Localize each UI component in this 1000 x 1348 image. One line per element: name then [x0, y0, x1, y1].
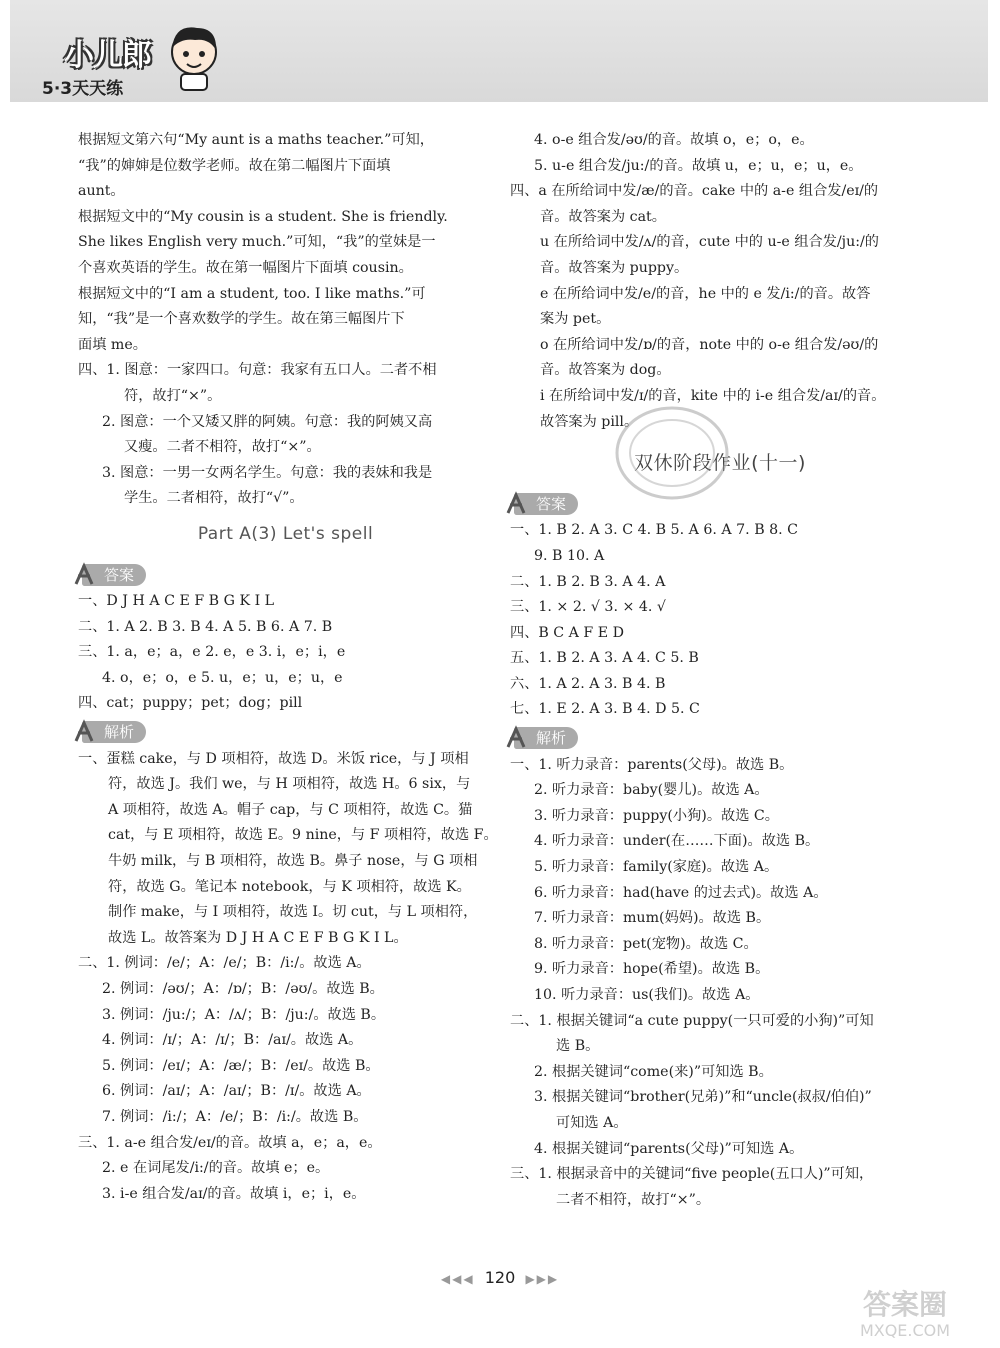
text-line: 故选 L。故答案为 D J H A C E F B G K I L。: [108, 929, 408, 946]
text-line: 二、1. B 2. B 3. A 4. A: [510, 573, 666, 590]
text-line: e 在所给词中发/e/的音，he 中的 e 发/i:/的音。故答: [540, 285, 871, 302]
text-line: 2. 听力录音：baby(婴儿)。故选 A。: [534, 782, 769, 799]
text-line: 六、1. A 2. A 3. B 4. B: [510, 675, 666, 692]
text-line: 一、1. B 2. A 3. C 4. B 5. A 6. A 7. B 8. C: [510, 522, 799, 539]
text-line: She likes English very much.”可知，“我”的堂妹是一: [78, 234, 436, 251]
analysis-tag-label: 解析: [82, 721, 146, 743]
text-line: 4. 例词：/ɪ/；A：/ɪ/；B：/aɪ/。故选 A。: [102, 1032, 363, 1049]
text-line: 符，故选 J。我们 we，与 H 项相符，故选 H。6 six，与: [108, 776, 471, 793]
text-line: 8. 听力录音：pet(宠物)。故选 C。: [534, 935, 758, 952]
text-line: 四、B C A F E D: [510, 624, 625, 641]
text-line: 故答案为 pill。: [540, 413, 639, 430]
text-line: 6. 例词：/aɪ/；A：/aɪ/；B：/ɪ/。故选 A。: [102, 1083, 371, 1100]
page-number: 120: [484, 1268, 516, 1287]
pencil-person-icon: [72, 562, 96, 588]
text-line: 符，故打“×”。: [124, 387, 222, 404]
text-line: 9. B 10. A: [534, 547, 605, 564]
text-line: 根据短文中的“I am a student, too. I like maths.”可: [78, 285, 426, 302]
mascot-boy-icon: [165, 20, 223, 92]
answer-tag-label: 答案: [514, 493, 578, 515]
text-line: 一、1. 听力录音：parents(父母)。故选 B。: [510, 756, 794, 773]
prev-arrows-icon: ◀◀◀: [440, 1272, 475, 1286]
svg-text:MXQE.COM: MXQE.COM: [859, 1321, 951, 1340]
text-line: 面填 me。: [78, 336, 147, 353]
text-line: 音。故答案为 dog。: [540, 362, 671, 379]
text-line: 学生。二者相符，故打“√”。: [124, 490, 304, 507]
text-line: 三、1. a，e；a，e 2. e，e 3. i，e；i，e: [78, 644, 346, 661]
text-line: 一、蛋糕 cake，与 D 项相符，故选 D。米饭 rice，与 J 项相: [78, 750, 469, 767]
text-line: 2. 例词：/əʊ/；A：/ɒ/；B：/əʊ/。故选 B。: [102, 981, 384, 997]
text-line: 一、D J H A C E F B G K I L: [78, 593, 275, 610]
text-line: 七、1. E 2. A 3. B 4. D 5. C: [510, 701, 700, 718]
text-line: 5. 听力录音：family(家庭)。故选 A。: [534, 859, 779, 876]
text-line: o 在所给词中发/ɒ/的音，note 中的 o-e 组合发/əʊ/的: [540, 336, 879, 353]
text-line: 三、1. 根据录音中的关键词“five people(五口人)”可知，: [510, 1166, 874, 1183]
pencil-person-icon: [72, 719, 96, 745]
text-line: 又瘦。二者不相符，故打“×”。: [124, 439, 321, 456]
text-line: 二者不相符，故打“×”。: [556, 1191, 711, 1208]
answer-tag: [76, 564, 146, 586]
pencil-person-icon: [504, 725, 528, 751]
text-line: 选 B。: [556, 1038, 600, 1055]
right-answers: [510, 518, 930, 723]
brand-subtitle: 5·3天天练: [42, 79, 124, 99]
text-line: A 项相符，故选 A。帽子 cap，与 C 项相符，故选 C。猫: [108, 801, 473, 818]
text-line: 符，故选 G。笔记本 notebook，与 K 项相符，故选 K。: [108, 878, 471, 895]
text-line: 四、1. 图意：一家四口。句意：我家有五口人。二者不相: [78, 362, 437, 379]
text-line: 音。故答案为 puppy。: [540, 259, 689, 276]
brand-title: 小儿郎: [64, 38, 151, 73]
text-line: 10. 听力录音：us(我们)。故选 A。: [534, 987, 760, 1003]
text-line: 知，“我”是一个喜欢数学的学生。故在第三幅图片下: [78, 311, 405, 328]
text-line: 二、1. 根据关键词“a cute puppy(一只可爱的小狗)”可知: [510, 1012, 874, 1029]
text-line: 四、a 在所给词中发/æ/的音。cake 中的 a-e 组合发/eɪ/的: [510, 183, 879, 200]
left-analysis: [78, 747, 498, 1208]
text-line: 个喜欢英语的学生。故在第一幅图片下面填 cousin。: [78, 259, 413, 276]
text-line: 三、1. a-e 组合发/eɪ/的音。故填 a，e；a，e。: [78, 1134, 382, 1151]
text-line: 制作 make，与 I 项相符，故选 I。切 cut，与 L 项相符，: [108, 904, 478, 921]
text-line: 可知选 A。: [556, 1114, 628, 1131]
text-line: 2. 根据关键词“come(来)”可知选 B。: [534, 1063, 773, 1080]
text-line: aunt。: [78, 183, 125, 200]
text-line: 7. 例词：/i:/；A：/e/；B：/i:/。故选 B。: [102, 1108, 368, 1125]
homework-stamp-icon: [607, 398, 737, 508]
text-line: 5. 例词：/eɪ/；A：/æ/；B：/eɪ/。故选 B。: [102, 1057, 380, 1074]
section-title-part-a3: Part A(3) Let's spell: [197, 523, 374, 544]
watermark-logo: [830, 1282, 980, 1342]
text-line: 2. e 在词尾发/i:/的音。故填 e；e。: [102, 1160, 330, 1177]
text-line: 3. i-e 组合发/aɪ/的音。故填 i，e；i，e。: [102, 1185, 366, 1202]
right-column: [510, 128, 930, 1213]
text-line: u 在所给词中发/ʌ/的音，cute 中的 u-e 组合发/ju:/的: [540, 234, 879, 251]
text-line: 7. 听力录音：mum(妈妈)。故选 B。: [534, 910, 771, 927]
text-line: 5. u-e 组合发/ju:/的音。故填 u，e；u，e；u，e。: [534, 157, 863, 174]
text-line: 2. 图意：一个又矮又胖的阿姨。句意：我的阿姨又高: [102, 413, 433, 430]
text-line: 根据短文第六句“My aunt is a maths teacher.”可知，: [78, 132, 434, 148]
text-line: 五、1. B 2. A 3. A 4. C 5. B: [510, 650, 699, 667]
text-line: 3. 听力录音：puppy(小狗)。故选 C。: [534, 807, 779, 824]
analysis-tag: [76, 721, 146, 743]
text-line: 三、1. × 2. √ 3. × 4. √: [510, 599, 666, 616]
text-line: 四、cat；puppy；pet；dog；pill: [78, 695, 303, 712]
text-line: 3. 图意：一男一女两名学生。句意：我的表妹和我是: [102, 464, 433, 481]
text-line: 9. 听力录音：hope(希望)。故选 B。: [534, 961, 770, 978]
section-title-weekend-homework: 双休阶段作业(十一): [634, 452, 806, 475]
answer-tag-label: 答案: [82, 564, 146, 586]
text-line: 4. o，e；o，e 5. u，e；u，e；u，e: [102, 669, 343, 686]
text-line: 二、1. A 2. B 3. B 4. A 5. B 6. A 7. B: [78, 618, 333, 635]
right-intro-text: [510, 128, 930, 435]
text-line: i 在所给词中发/ɪ/的音，kite 中的 i-e 组合发/aɪ/的音。: [540, 387, 886, 404]
text-line: 音。故答案为 cat。: [540, 208, 666, 225]
svg-text:答案圈: 答案圈: [862, 1288, 948, 1321]
text-line: 4. 听力录音：under(在……下面)。故选 B。: [534, 833, 820, 850]
pencil-person-icon: [504, 491, 528, 517]
text-line: 根据短文中的“My cousin is a student. She is friendly.: [78, 208, 448, 225]
answer-tag: [508, 493, 578, 515]
text-line: 3. 例词：/ju:/；A：/ʌ/；B：/ju:/。故选 B。: [102, 1006, 386, 1023]
text-line: 4. o-e 组合发/əʊ/的音。故填 o，e；o，e。: [534, 132, 814, 148]
text-line: 二、1. 例词：/e/；A：/e/；B：/i:/。故选 A。: [78, 955, 371, 972]
text-line: cat，与 E 项相符，故选 E。9 nine，与 F 项相符，故选 F。: [108, 827, 498, 844]
text-line: “我”的婶婶是位数学老师。故在第二幅图片下面填: [78, 157, 391, 174]
text-line: 6. 听力录音：had(have 的过去式)。故选 A。: [534, 884, 828, 901]
next-arrows-icon: ▶▶▶: [525, 1272, 560, 1286]
left-intro-text: [78, 128, 493, 512]
text-line: 3. 根据关键词“brother(兄弟)”和“uncle(叔叔/伯伯)”: [534, 1089, 872, 1106]
text-line: 4. 根据关键词“parents(父母)”可知选 A。: [534, 1140, 804, 1157]
left-answers: [78, 589, 493, 717]
text-line: 牛奶 milk，与 B 项相符，故选 B。鼻子 nose，与 G 项相: [108, 853, 478, 870]
text-line: 案为 pet。: [540, 311, 611, 328]
analysis-tag: [508, 727, 578, 749]
left-column: [78, 128, 498, 1207]
analysis-tag-label: 解析: [514, 727, 578, 749]
right-analysis: [510, 753, 930, 1214]
